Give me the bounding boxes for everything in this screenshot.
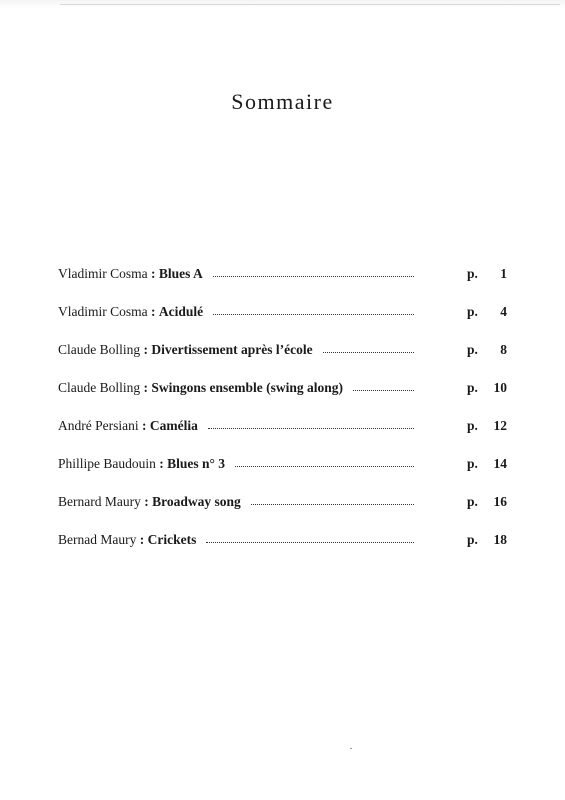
separator: : xyxy=(144,494,149,509)
separator: : xyxy=(159,456,164,471)
page-number xyxy=(467,492,509,512)
page-value: 14 xyxy=(493,456,507,471)
separator: : xyxy=(143,342,148,357)
piece-title: Camélia xyxy=(149,418,198,433)
scan-speck xyxy=(350,748,352,749)
separator: : xyxy=(139,532,145,547)
toc-entry[interactable] xyxy=(58,370,508,408)
separator: : xyxy=(141,418,147,433)
page-prefix: p. xyxy=(467,342,478,357)
piece-title: Crickets xyxy=(147,532,197,547)
composer-name: Phillipe Baudouin xyxy=(58,456,156,471)
page-value: 4 xyxy=(500,304,507,319)
page-prefix: p. xyxy=(467,456,478,471)
table-of-contents xyxy=(58,256,508,560)
page-value: 1 xyxy=(500,266,507,281)
page-title: Sommaire xyxy=(231,88,334,114)
piece-title: Acidulé xyxy=(158,304,204,319)
scan-artifact-line xyxy=(60,4,560,5)
dot-leader xyxy=(208,428,414,429)
page-prefix: p. xyxy=(467,532,478,547)
page-number xyxy=(467,454,509,474)
page-number xyxy=(467,302,509,322)
dot-leader xyxy=(213,276,414,277)
dot-leader xyxy=(206,542,414,543)
piece-title: Blues A xyxy=(158,266,203,281)
composer-name: Vladimir Cosma xyxy=(58,304,148,319)
dot-leader xyxy=(213,314,414,315)
page-value: 10 xyxy=(493,380,507,395)
page-number xyxy=(467,378,509,398)
dot-leader xyxy=(251,504,414,505)
page-prefix: p. xyxy=(467,418,478,433)
page-prefix: p. xyxy=(467,304,478,319)
separator: : xyxy=(151,304,156,319)
composer-name: André Persiani xyxy=(58,418,139,433)
toc-entry[interactable] xyxy=(58,256,508,294)
page-value: 16 xyxy=(493,494,507,509)
separator: : xyxy=(143,380,148,395)
page-value: 18 xyxy=(493,532,507,547)
toc-entry[interactable] xyxy=(58,484,508,522)
page-number xyxy=(467,416,509,436)
toc-entry[interactable] xyxy=(58,408,508,446)
page-number xyxy=(467,340,509,360)
dot-leader xyxy=(353,390,414,391)
toc-entry[interactable] xyxy=(58,446,508,484)
composer-name: Bernad Maury xyxy=(58,532,137,547)
toc-entry[interactable] xyxy=(58,522,508,560)
composer-name: Bernard Maury xyxy=(58,494,141,509)
composer-name: Claude Bolling xyxy=(58,342,141,357)
page-value: 12 xyxy=(493,418,507,433)
dot-leader xyxy=(235,466,414,467)
page-number xyxy=(467,264,509,284)
page-value: 8 xyxy=(500,342,507,357)
page-prefix: p. xyxy=(467,494,478,509)
page-prefix: p. xyxy=(467,266,478,281)
toc-entry[interactable] xyxy=(58,332,508,370)
piece-title: Blues n° 3 xyxy=(167,456,226,471)
toc-entry[interactable] xyxy=(58,294,508,332)
composer-name: Vladimir Cosma xyxy=(58,266,148,281)
piece-title: Broadway song xyxy=(152,494,241,509)
composer-name: Claude Bolling xyxy=(58,380,141,395)
page-prefix: p. xyxy=(467,380,478,395)
dot-leader xyxy=(323,352,414,353)
separator: : xyxy=(151,266,156,281)
page-number xyxy=(467,530,509,550)
piece-title: Swingons ensemble (swing along) xyxy=(151,380,344,395)
piece-title: Divertissement après l’école xyxy=(151,342,313,357)
